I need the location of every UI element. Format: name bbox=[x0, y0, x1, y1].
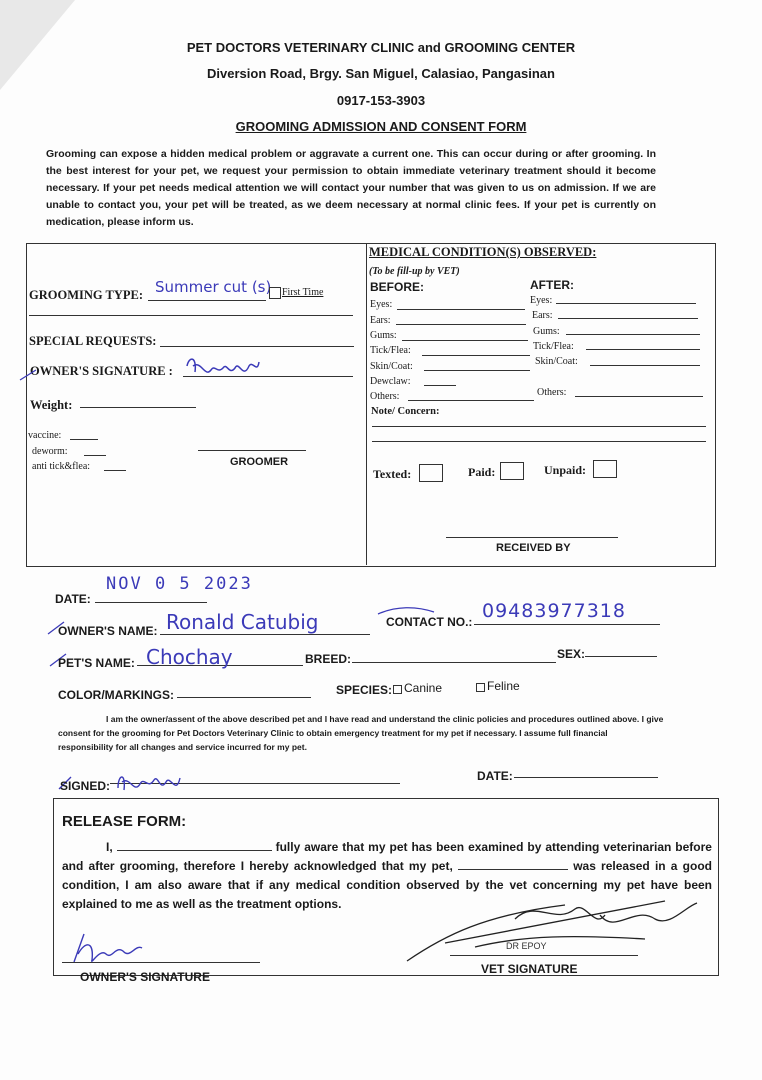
after-others: Others: bbox=[537, 387, 567, 398]
release-text-2: fully aware that my pet has been examined by attending veterinarian before and after grooming, therefore I hereby acknowledged that my pet, bbox=[62, 840, 712, 873]
groomer-label: GROOMER bbox=[230, 456, 289, 468]
pet-name-value: Chochay bbox=[146, 645, 233, 669]
canine-checkbox[interactable] bbox=[393, 685, 402, 694]
contact-label: CONTACT NO.: bbox=[386, 615, 473, 629]
before-gums-line bbox=[402, 340, 528, 341]
texted-label: Texted: bbox=[373, 467, 412, 481]
color-line bbox=[177, 697, 311, 698]
before-label: BEFORE: bbox=[370, 280, 424, 294]
before-dewclaw: Dewclaw: bbox=[370, 376, 411, 387]
release-title: RELEASE FORM: bbox=[62, 813, 187, 830]
after-tick: Tick/Flea: bbox=[533, 341, 574, 352]
grooming-type-label: GROOMING TYPE: bbox=[29, 288, 144, 302]
vaccine-line bbox=[70, 439, 98, 440]
before-others-line bbox=[408, 400, 534, 401]
grooming-type-value: Summer cut (s) bbox=[155, 278, 272, 296]
vet-signature-name: DR EPOY bbox=[506, 941, 547, 951]
feline-checkbox[interactable] bbox=[476, 683, 485, 692]
clinic-name: PET DOCTORS VETERINARY CLINIC and GROOMING CENTER bbox=[186, 40, 576, 55]
after-tick-line bbox=[586, 349, 700, 350]
owner-signature-release-line bbox=[62, 962, 260, 963]
clinic-phone: 0917-153-3903 bbox=[336, 93, 426, 108]
note-line-1 bbox=[372, 426, 706, 427]
owner-signature-label: OWNER'S SIGNATURE : bbox=[30, 364, 173, 378]
species-label: SPECIES: bbox=[336, 683, 393, 697]
before-skin: Skin/Coat: bbox=[370, 361, 413, 372]
weight-line bbox=[80, 407, 196, 408]
release-vet-signature: VET SIGNATURE bbox=[481, 962, 578, 976]
after-eyes: Eyes: bbox=[530, 295, 553, 306]
release-text-3: was released in a good condition, I am also aware that if any medical condition observed by the vet concerning my pet have been explained to me as well as the treatment options. bbox=[62, 859, 712, 911]
deworm-label: deworm: bbox=[32, 446, 68, 457]
signed-date-label: DATE: bbox=[477, 769, 513, 783]
release-owner-scribble bbox=[66, 930, 156, 970]
signed-date-line bbox=[514, 777, 658, 778]
note-line-2 bbox=[372, 441, 706, 442]
release-text-1: I, bbox=[106, 840, 113, 854]
release-pet-blank bbox=[458, 869, 568, 870]
note-label: Note/ Concern: bbox=[371, 406, 440, 417]
before-others: Others: bbox=[370, 391, 400, 402]
signature-checkmark bbox=[18, 368, 38, 382]
texted-checkbox[interactable] bbox=[419, 464, 443, 482]
after-skin: Skin/Coat: bbox=[535, 356, 578, 367]
owner-name-label: OWNER'S NAME: bbox=[58, 624, 158, 638]
form-title: GROOMING ADMISSION AND CONSENT FORM bbox=[235, 119, 527, 134]
vaccine-label: vaccine: bbox=[28, 430, 62, 441]
before-gums: Gums: bbox=[370, 330, 397, 341]
medical-title: MEDICAL CONDITION(S) OBSERVED: bbox=[369, 245, 597, 259]
deworm-line bbox=[84, 455, 106, 456]
contact-value: 09483977318 bbox=[482, 600, 626, 622]
breed-label: BREED: bbox=[305, 652, 352, 666]
before-ears: Ears: bbox=[370, 315, 391, 326]
medical-subtitle: (To be fill-up by VET) bbox=[369, 266, 460, 277]
before-tick-line bbox=[422, 355, 530, 356]
release-owner-signature: OWNER'S SIGNATURE bbox=[80, 970, 210, 984]
after-skin-line bbox=[590, 365, 700, 366]
sex-line bbox=[585, 656, 657, 657]
after-eyes-line bbox=[556, 303, 696, 304]
before-ears-line bbox=[396, 324, 526, 325]
weight-label: Weight: bbox=[30, 398, 73, 412]
before-eyes: Eyes: bbox=[370, 299, 393, 310]
canine-label: Canine bbox=[404, 681, 443, 695]
intro-paragraph: Grooming can expose a hidden medical problem or aggravate a current one. This can occur during or after grooming. In the best interest for your pet, we request your permission to obtain immediate veterinary treatment should it become necessary. If your pet needs medical attention we will contact your number that was given to us on admission. If we are unable to contact you, your pet will be treated, as we deem necessary at normal clinic fees. If your pet is currently on medication, please inform us. bbox=[46, 148, 656, 228]
paid-checkbox[interactable] bbox=[500, 462, 524, 480]
unpaid-checkbox[interactable] bbox=[593, 460, 617, 478]
before-eyes-line bbox=[397, 309, 525, 310]
contact-line bbox=[474, 624, 660, 625]
signed-scribble bbox=[114, 766, 184, 802]
before-dewclaw-line bbox=[424, 385, 456, 386]
color-label: COLOR/MARKINGS: bbox=[58, 688, 174, 702]
sex-label: SEX: bbox=[557, 647, 586, 661]
after-gums-line bbox=[566, 334, 700, 335]
breed-line bbox=[352, 662, 556, 663]
before-skin-line bbox=[424, 370, 530, 371]
grooming-type-line-2 bbox=[29, 315, 353, 316]
after-ears: Ears: bbox=[532, 310, 553, 321]
groomer-line bbox=[198, 450, 306, 451]
special-requests-line bbox=[160, 346, 354, 347]
before-tick: Tick/Flea: bbox=[370, 345, 411, 356]
paid-label: Paid: bbox=[468, 465, 496, 479]
consent-paragraph: I am the owner/assent of the above described pet and I have read and understand the clinic policies and procedures outlined above. I give consent for the grooming for Pet Doctors Veterinary Clinic to obtain emergency treatment for my pet if necessary. I assume full financial responsibility for all changes and service incurred for my pet. bbox=[58, 714, 664, 752]
pet-name-label: PET'S NAME: bbox=[58, 656, 135, 670]
clinic-address: Diversion Road, Brgy. San Miguel, Calasiao, Pangasinan bbox=[207, 66, 555, 81]
date-label: DATE: bbox=[55, 592, 91, 606]
first-time-label: First Time bbox=[282, 287, 324, 298]
after-label: AFTER: bbox=[530, 278, 574, 292]
special-requests-label: SPECIAL REQUESTS: bbox=[29, 334, 157, 348]
received-by-label: RECEIVED BY bbox=[496, 542, 571, 554]
first-time-checkbox[interactable] bbox=[269, 287, 281, 299]
owner-signature-scribble bbox=[183, 352, 263, 390]
section-divider bbox=[366, 243, 367, 565]
owner-name-value: Ronald Catubig bbox=[166, 610, 319, 634]
after-gums: Gums: bbox=[533, 326, 560, 337]
received-by-line bbox=[446, 537, 618, 538]
release-owner-blank bbox=[117, 850, 272, 851]
unpaid-label: Unpaid: bbox=[544, 463, 587, 477]
after-others-line bbox=[575, 396, 703, 397]
date-stamp: NOV 0 5 2023 bbox=[106, 574, 253, 594]
grooming-type-line bbox=[148, 300, 266, 301]
vet-signature-line bbox=[450, 955, 638, 956]
owner-name-line bbox=[160, 634, 370, 635]
after-ears-line bbox=[558, 318, 698, 319]
anti-tick-label: anti tick&flea: bbox=[32, 461, 91, 472]
signed-label: SIGNED: bbox=[60, 779, 111, 793]
date-line bbox=[95, 602, 207, 603]
anti-tick-line bbox=[104, 470, 126, 471]
feline-label: Feline bbox=[487, 679, 520, 693]
